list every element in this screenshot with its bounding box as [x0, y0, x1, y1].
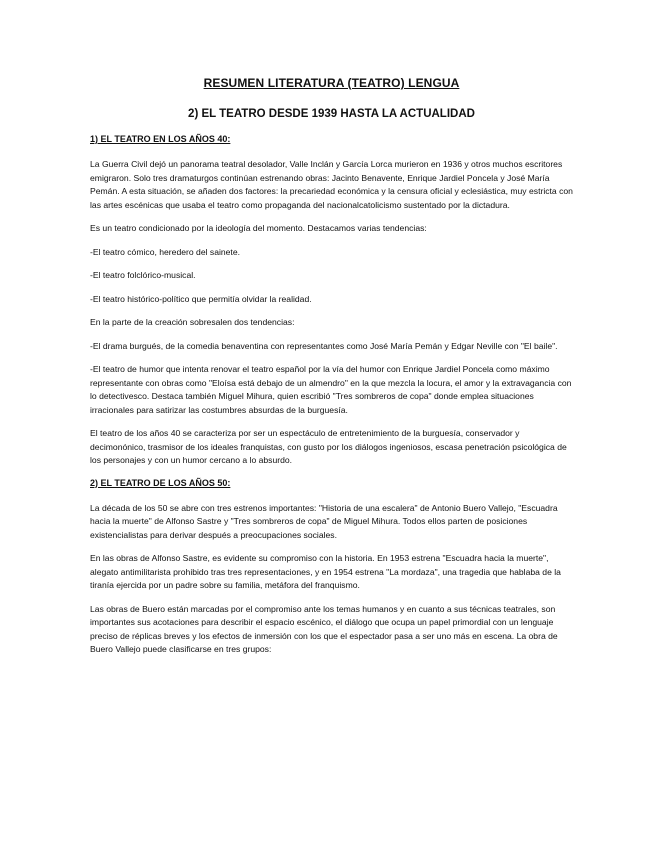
- section-heading-40s: 1) EL TEATRO EN LOS AÑOS 40:: [90, 134, 231, 144]
- paragraph: En la parte de la creación sobresalen dos tendencias:: [90, 317, 295, 327]
- list-item: -El teatro de humor que intenta renovar el teatro español por la vía del humor con Enrique Jardiel Poncela como máximo representante con obras como "Eloísa está debajo de un almendro" en la que mezcla la locura, el amor y la extravagancia con lo detectivesco. Destaca también Miguel Mihura, quien escribió "Tres sombreros de copa" donde emplea situaciones irracionales para satirizar las costumbres absurdas de la burguesía.: [90, 364, 572, 415]
- list-item: -El teatro folclórico-musical.: [90, 270, 196, 280]
- paragraph: El teatro de los años 40 se caracteriza por ser un espectáculo de entretenimiento de la burguesía, conservador y decimonónico, trasmisor de los ideales franquistas, con gusto por los diálogos ingeniosos, escasa penetración psicológica de los personajes y con un humor cercano a lo absurdo.: [90, 428, 567, 465]
- paragraph: La década de los 50 se abre con tres estrenos importantes: "Historia de una escalera" de Antonio Buero Vallejo, "Escuadra hacia la muerte" de Alfonso Sastre y "Tres sombreros de copa" de Miguel Mihura. Todos ellos parten de posiciones existencialistas para derivar después a preocupaciones sociales.: [90, 502, 558, 540]
- list-item: -El teatro cómico, heredero del sainete.: [90, 246, 240, 257]
- list-item: -El teatro histórico-político que permitía olvidar la realidad.: [90, 293, 312, 304]
- paragraph: La Guerra Civil dejó un panorama teatral desolador, Valle Inclán y García Lorca murieron en 1936 y otros muchos escritores emigraron. Solo tres dramaturgos continúan estrenando obras: Jacinto Benavente, Enrique Jardiel Poncela y José María Pemán. A esta situación, se añaden dos factores: la precariedad económica y la censura oficial y eclesiástica, muy estricta con las artes escénicas que usaba el teatro como propaganda del nacionalcatolicismo sustentado por la dictadura.: [90, 159, 573, 210]
- paragraph: En las obras de Alfonso Sastre, es evidente su compromiso con la historia. En 1953 estrena "Escuadra hacia la muerte", alegato antimilitarista prohibido tras tres representaciones, y en 1954 estrena "La mordaza", una tragedia que hablaba de la tiranía ejercida por un padre sobre su familia, metáfora del franquismo.: [90, 553, 561, 590]
- section-heading-50s: 2) EL TEATRO DE LOS AÑOS 50:: [90, 477, 231, 488]
- document-subtitle: 2) EL TEATRO DESDE 1939 HASTA LA ACTUALIDAD: [188, 108, 475, 120]
- paragraph: Es un teatro condicionado por la ideología del momento. Destacamos varias tendencias:: [90, 223, 427, 233]
- paragraph: Las obras de Buero están marcadas por el compromiso ante los temas humanos y en cuanto a sus técnicas teatrales, son importantes sus acotaciones para describir el espacio escénico, el diálogo que ocupa un papel primordial con un lenguaje preciso de réplicas breves y los efectos de inmersión con los que el espectador pasa a ser uno más en escena. La obra de Buero Vallejo puede clasificarse en tres grupos:: [90, 603, 558, 654]
- document-title: RESUMEN LITERATURA (TEATRO) LENGUA: [203, 76, 460, 90]
- list-item: -El drama burgués, de la comedia benaventina con representantes como José María Pemán y Edgar Neville con "El baile".: [90, 340, 558, 351]
